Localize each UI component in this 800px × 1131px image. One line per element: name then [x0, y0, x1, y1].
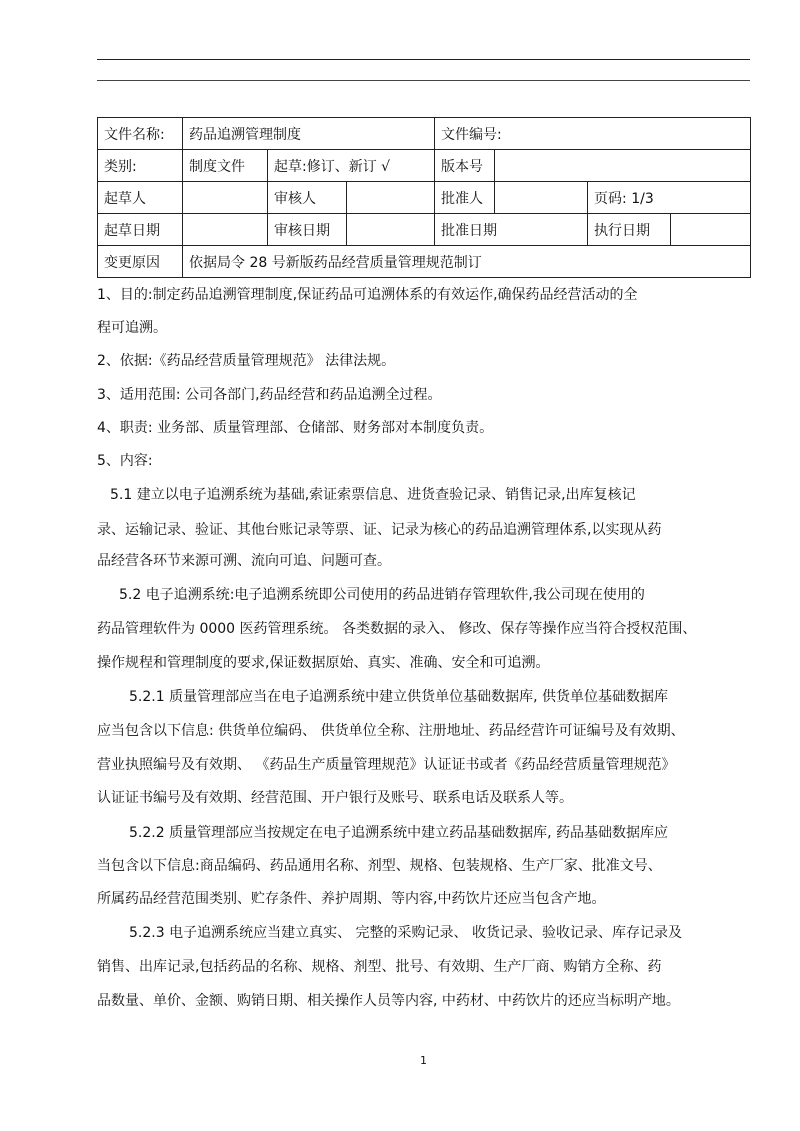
paragraph-line: 品数量、单价、金额、购销日期、相关操作人员等内容, 中药材、中药饮片的还应当标明产地。: [97, 993, 680, 1009]
reviewer-label: 审核人: [268, 182, 347, 214]
paragraph-line: 5.1 建立以电子追溯系统为基础,索证索票信息、进货查验记录、销售记录,出库复核记: [110, 487, 636, 503]
header-rule-top: [97, 59, 750, 60]
category-label: 类别:: [98, 150, 183, 182]
reviewer-value: [347, 182, 435, 214]
paragraph-line: 4、职责: 业务部、质量管理部、仓储部、财务部对本制度负责。: [97, 420, 494, 436]
change-reason-label: 变更原因: [98, 246, 183, 278]
paragraph-line: 5.2.3 电子追溯系统应当建立真实、 完整的采购记录、 收货记录、验收记录、库存记录及: [129, 925, 682, 941]
paragraph-line: 销售、出库记录,包括药品的名称、规格、剂型、批号、有效期、生产厂商、购销方全称、药: [97, 959, 662, 975]
draft-date-label: 起草日期: [98, 214, 183, 246]
paragraph-line: 所属药品经营范围类别、贮存条件、养护周期、等内容,中药饮片还应当包含产地。: [97, 891, 606, 907]
drafter-label: 起草人: [98, 182, 183, 214]
table-row: [98, 118, 751, 150]
review-date-label: 审核日期: [268, 214, 347, 246]
draft-date-value: [183, 214, 268, 246]
table-row: [98, 150, 751, 182]
paragraph-line: 品经营各环节来源可溯、流向可追、问题可查。: [97, 553, 391, 569]
category-value: 制度文件: [183, 150, 268, 182]
paragraph-line: 5.2.1 质量管理部应当在电子追溯系统中建立供货单位基础数据库, 供货单位基础数据库: [129, 689, 668, 705]
paragraph-line: 3、适用范围: 公司各部门,药品经营和药品追溯全过程。: [97, 387, 442, 403]
page-label: 页码: 1/3: [588, 182, 751, 214]
draft-mode: 起草:修订、新订 √: [268, 150, 435, 182]
document-info-table: [97, 117, 751, 278]
paragraph-line: 1、目的:制定药品追溯管理制度,保证药品可追溯体系的有效运作,确保药品经营活动的全: [97, 287, 638, 303]
drafter-value: [183, 182, 268, 214]
approver-value: [495, 182, 588, 214]
approver-label: 批准人: [435, 182, 495, 214]
table-row: [98, 246, 751, 278]
exec-date-label: 执行日期: [588, 214, 671, 246]
paragraph-line: 录、运输记录、验证、其他台账记录等票、证、记录为核心的药品追溯管理体系,以实现从药: [97, 522, 662, 538]
table-row: [98, 214, 751, 246]
paragraph-line: 5.2.2 质量管理部应当按规定在电子追溯系统中建立药品基础数据库, 药品基础数据库应: [129, 825, 668, 841]
version-value: [495, 150, 751, 182]
file-name-value: 药品追溯管理制度: [183, 118, 435, 150]
paragraph-line: 操作规程和管理制度的要求,保证数据原始、真实、准确、安全和可追溯。: [97, 655, 550, 671]
file-name-label: 文件名称:: [98, 118, 183, 150]
paragraph-line: 营业执照编号及有效期、 《药品生产质量管理规范》认证证书或者《药品经营质量管理规范》: [97, 757, 676, 773]
paragraph-line: 药品管理软件为 0000 医药管理系统。 各类数据的录入、 修改、保存等操作应当符合授权范围、: [97, 621, 697, 637]
file-code-label: 文件编号:: [435, 118, 751, 150]
approve-date-label: 批准日期: [435, 214, 588, 246]
change-reason-value: 依据局令 28 号新版药品经营质量管理规范制订: [183, 246, 751, 278]
header-rule-bottom: [97, 80, 750, 81]
paragraph-line: 认证证书编号及有效期、经营范围、开户银行及账号、联系电话及联系人等。: [97, 790, 573, 806]
paragraph-line: 当包含以下信息:商品编码、药品通用名称、剂型、规格、包装规格、生产厂家、批准文号、: [97, 858, 662, 874]
paragraph-line: 程可追溯。: [97, 320, 167, 336]
page-number: 1: [420, 1054, 427, 1067]
paragraph-line: 应当包含以下信息: 供货单位编码、 供货单位全称、注册地址、药品经营许可证编号及有效期、: [97, 723, 685, 739]
paragraph-line: 5、内容:: [97, 453, 153, 469]
table-row: [98, 182, 751, 214]
paragraph-line: 2、依据:《药品经营质量管理规范》 法律法规。: [97, 353, 396, 369]
paragraph-line: 5.2 电子追溯系统:电子追溯系统即公司使用的药品进销存管理软件,我公司现在使用的: [119, 587, 645, 603]
exec-date-value: [671, 214, 751, 246]
review-date-value: [347, 214, 435, 246]
version-label: 版本号: [435, 150, 495, 182]
